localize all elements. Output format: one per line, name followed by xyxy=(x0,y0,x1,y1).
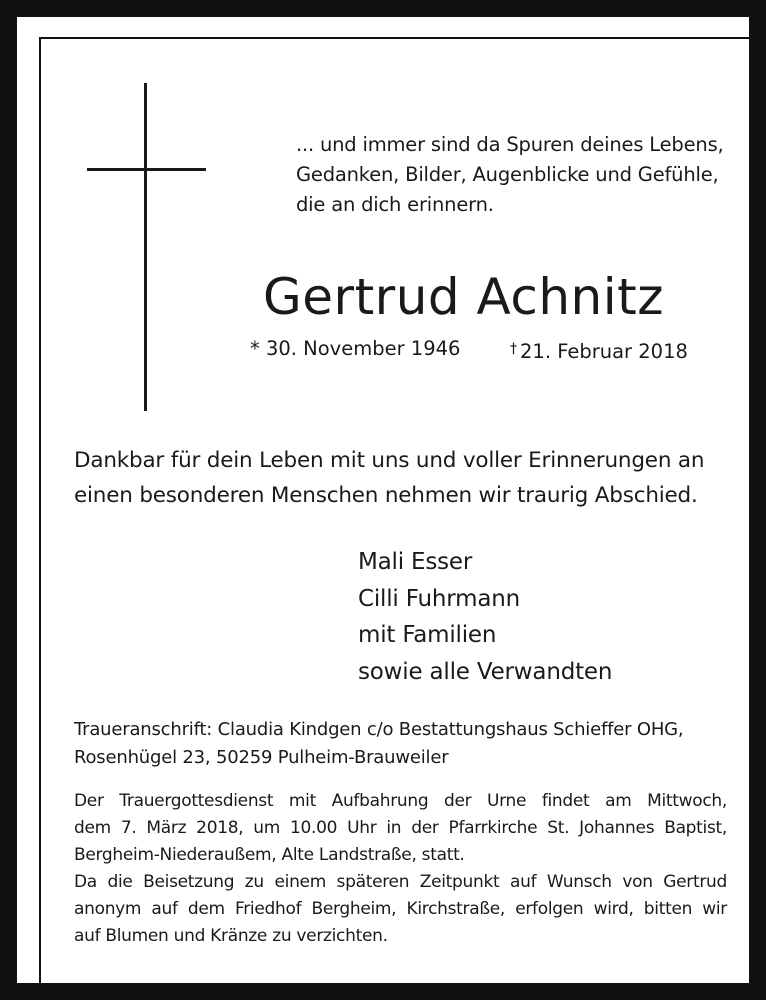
service-information xyxy=(74,788,727,950)
deceased-name: Gertrud Achnitz xyxy=(263,268,664,326)
mourner-name: sowie alle Verwandten xyxy=(358,658,613,685)
farewell-line: einen besonderen Menschen nehmen wir traurig Abschied. xyxy=(74,483,698,508)
cross-icon-vertical-bar xyxy=(144,83,147,411)
service-line: Der Trauergottesdienst mit Aufbahrung der Urne findet am Mittwoch, xyxy=(74,791,727,811)
dagger-icon: † xyxy=(510,341,517,357)
service-line: dem 7. März 2018, um 10.00 Uhr in der Pfarrkirche St. Johannes Baptist, xyxy=(74,818,727,838)
cross-icon-horizontal-bar xyxy=(87,168,206,171)
death-date: 21. Februar 2018 xyxy=(520,340,688,363)
service-line: anonym auf dem Friedhof Bergheim, Kirchstraße, erfolgen wird, bitten wir xyxy=(74,899,727,919)
quote-line: Gedanken, Bilder, Augenblicke und Gefühle, xyxy=(296,163,719,186)
address-line: Rosenhügel 23, 50259 Pulheim-Brauweiler xyxy=(74,747,449,768)
service-line: Da die Beisetzung zu einem späteren Zeitpunkt auf Wunsch von Gertrud xyxy=(74,872,727,892)
memorial-quote xyxy=(296,130,746,220)
mourner-name: Cilli Fuhrmann xyxy=(358,585,520,612)
birth-date: * 30. November 1946 xyxy=(250,337,461,360)
death-date-group xyxy=(510,335,688,366)
mourners-signature xyxy=(358,544,738,690)
farewell-text xyxy=(74,443,754,513)
quote-line: die an dich erinnern. xyxy=(296,193,494,216)
mourning-address xyxy=(74,716,744,772)
mourner-name: mit Familien xyxy=(358,622,497,648)
farewell-line: Dankbar für dein Leben mit uns und voller Erinnerungen an xyxy=(74,448,705,473)
service-line: auf Blumen und Kränze zu verzichten. xyxy=(74,926,388,946)
quote-line: ... und immer sind da Spuren deines Lebens, xyxy=(296,133,724,156)
address-line: Traueranschrift: Claudia Kindgen c/o Bestattungshaus Schieffer OHG, xyxy=(74,719,684,740)
mourner-name: Mali Esser xyxy=(358,549,473,575)
service-line: Bergheim-Niederaußem, Alte Landstraße, statt. xyxy=(74,845,465,865)
